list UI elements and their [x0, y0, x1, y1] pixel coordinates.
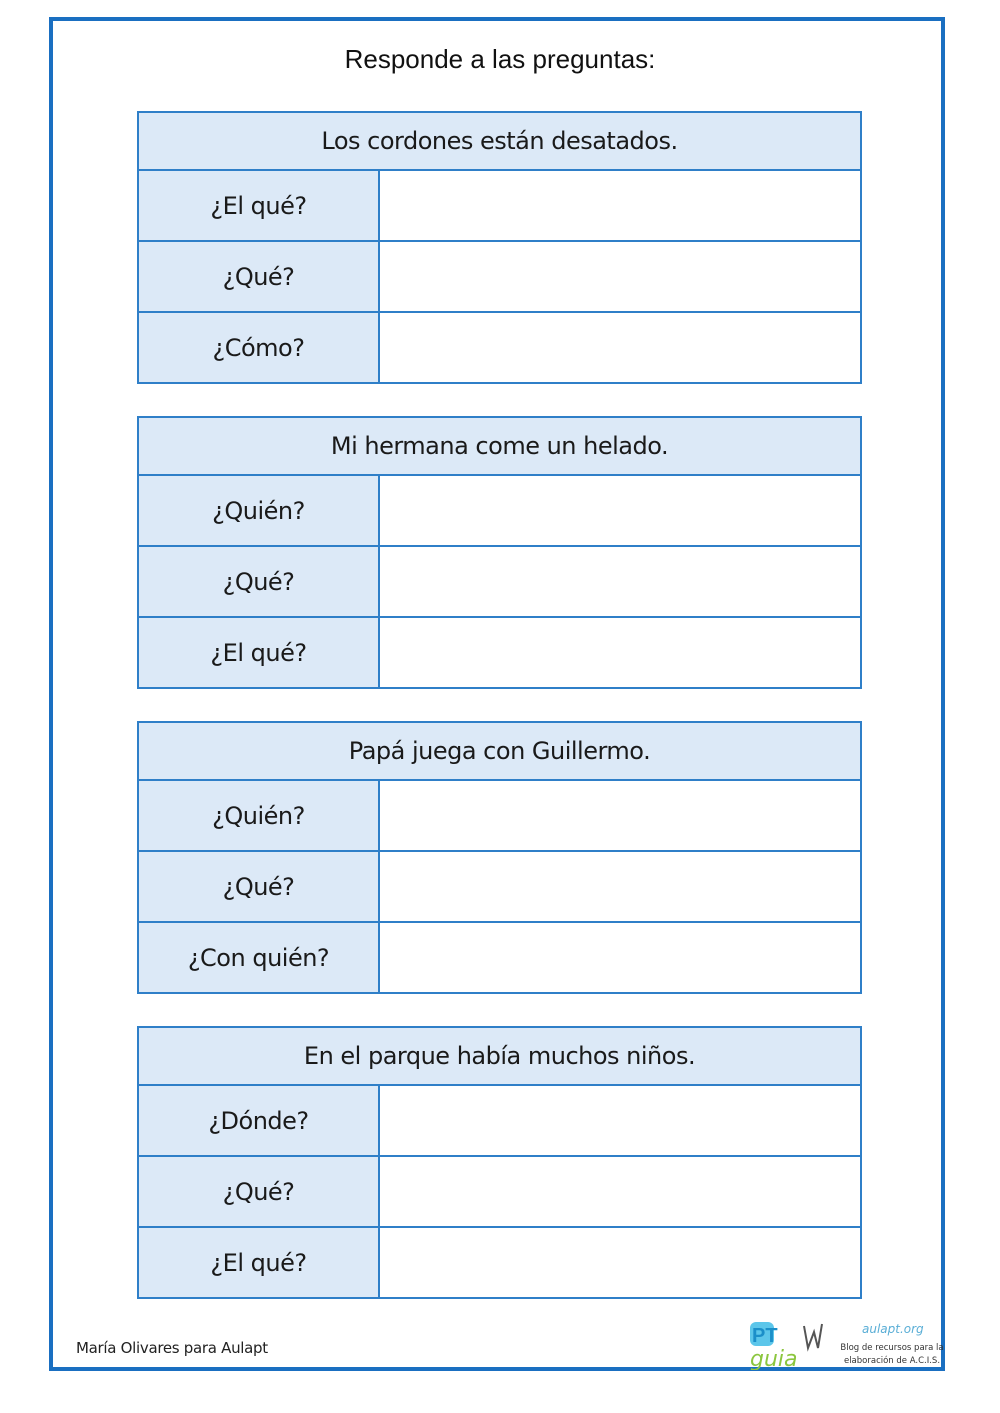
answer-field[interactable] — [379, 546, 861, 617]
aulapt-logo-icon — [748, 1318, 828, 1370]
question-table-1 — [137, 111, 862, 384]
question-label: ¿Dónde? — [138, 1085, 379, 1156]
logo-tagline-line-2: elaboración de A.C.I.S. — [843, 1356, 941, 1366]
question-label: ¿Qué? — [138, 546, 379, 617]
question-label: ¿Cómo? — [138, 312, 379, 383]
logo-tagline — [836, 1342, 948, 1368]
page-title: Responde a las preguntas: — [344, 44, 656, 74]
answer-field[interactable] — [379, 1227, 861, 1298]
answer-field[interactable] — [379, 475, 861, 546]
sentence-header: Los cordones están desatados. — [138, 112, 861, 170]
answer-field[interactable] — [379, 851, 861, 922]
question-label: ¿Quién? — [138, 780, 379, 851]
answer-field[interactable] — [379, 241, 861, 312]
answer-field[interactable] — [379, 922, 861, 993]
sentence-header: En el parque había muchos niños. — [138, 1027, 861, 1085]
question-table-4 — [137, 1026, 862, 1299]
answer-field[interactable] — [379, 312, 861, 383]
question-label: ¿Qué? — [138, 1156, 379, 1227]
question-label: ¿Quién? — [138, 475, 379, 546]
question-label: ¿El qué? — [138, 170, 379, 241]
logo-pt-text: PT — [752, 1325, 778, 1347]
answer-field[interactable] — [379, 1156, 861, 1227]
question-label: ¿El qué? — [138, 617, 379, 688]
logo-guia-text: guia — [750, 1347, 798, 1370]
question-label: ¿Con quién? — [138, 922, 379, 993]
answer-field[interactable] — [379, 617, 861, 688]
question-table-2 — [137, 416, 862, 689]
answer-field[interactable] — [379, 780, 861, 851]
question-table-3 — [137, 721, 862, 994]
question-label: ¿Qué? — [138, 241, 379, 312]
answer-field[interactable] — [379, 1085, 861, 1156]
logo-tagline-line-1: Blog de recursos para la — [840, 1343, 944, 1353]
question-label: ¿Qué? — [138, 851, 379, 922]
footer-author: María Olivares para Aulapt — [76, 1339, 268, 1357]
question-label: ¿El qué? — [138, 1227, 379, 1298]
sentence-header: Mi hermana come un helado. — [138, 417, 861, 475]
sentence-header: Papá juega con Guillermo. — [138, 722, 861, 780]
logo-site-text: aulapt.org — [862, 1322, 924, 1336]
answer-field[interactable] — [379, 170, 861, 241]
